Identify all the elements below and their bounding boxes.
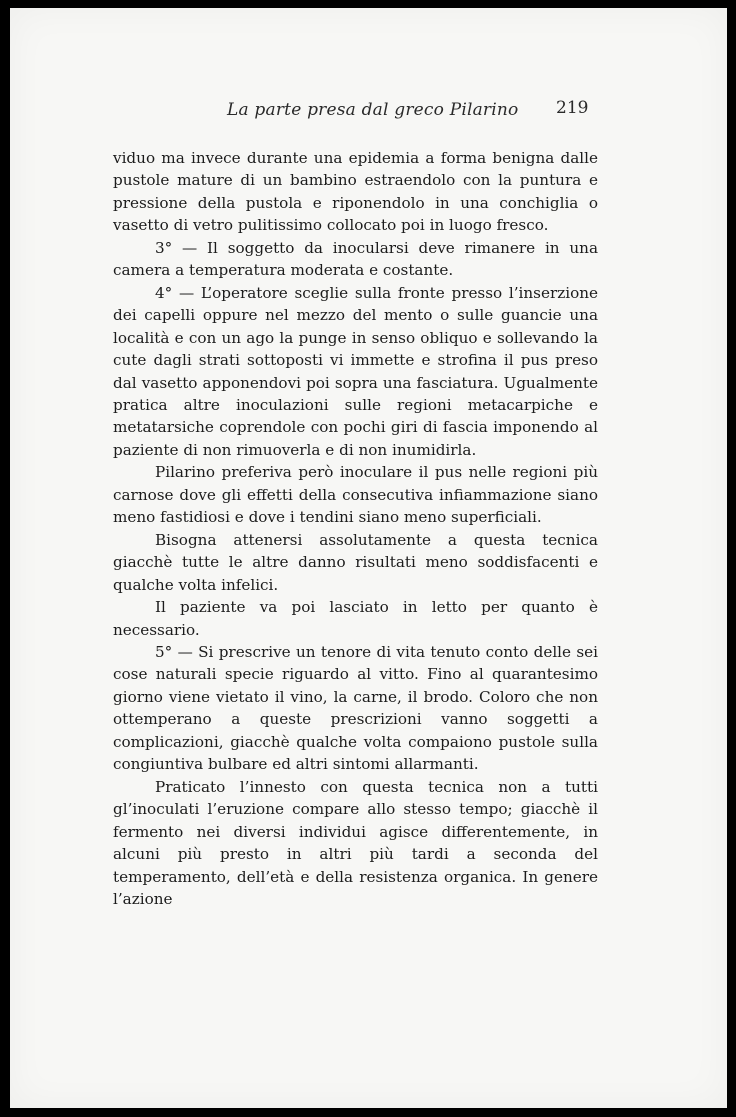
paragraph-technique: Bisogna attenersi assolutamente a questa tecnica giacchè tutte le altre danno risultati meno soddisfacenti e qualche volta infelici. [113,530,598,594]
paragraph-bed-rest: Il paziente va poi lasciato in letto per quanto è necessario. [113,598,598,639]
running-title: La parte presa dal greco Pilarino [227,100,519,120]
paragraph-step-4: 4° — L’operatore sceglie sulla fronte presso l’inserzione dei capelli oppure nel mezzo del mento o sulle guancie una località e con un ago la punge in senso obliquo e sollevando la cute dagli strati sottoposti vi immette e strofina il pus preso dal vasetto apponendovi poi sopra una fasciatura. Ugualmente pratica altre inoculazioni sulle regioni metacarpiche e metatarsiche coprendole con pochi giri di fascia imponendo al paziente di non rimuoverla e di non inumidirla. [113,283,598,459]
book-page [10,8,727,1108]
page-header [10,94,727,124]
paragraph-continuation: viduo ma invece durante una epidemia a forma benigna dalle pustole mature di un bambino estraendolo con la puntura e pressione della pustola e riponendolo in una conchiglia o vasetto di vetro pulitissimo collocato poi in luogo fresco. [113,149,598,235]
paragraph-step-3: 3° — Il soggetto da inocularsi deve rimanere in una camera a temperatura moderata e costante. [113,238,598,280]
paragraph-step-5: 5° — Si prescrive un tenore di vita tenuto conto delle sei cose naturali specie riguardo al vitto. Fino al quarantesimo giorno viene vietato il vino, la carne, il brodo. Coloro che non ottemperano a queste prescrizioni vanno soggetti a complicazioni, giacchè qualche volta compaiono pustole sulla congiuntiva bulbare ed altri sintomi allarmanti. [113,642,598,774]
page-number: 219 [556,98,589,118]
paragraph-pilarino: Pilarino preferiva però inoculare il pus nelle regioni più carnose dove gli effetti della consecutiva infiammazione siano meno fastidiosi e dove i tendini siano meno superficiali. [113,463,598,527]
paragraph-eruption: Praticato l’innesto con questa tecnica non a tutti gl’inoculati l’eruzione compare allo stesso tempo; giacchè il fermento nei diversi individui agisce differentemente, in alcuni più presto in altri più tardi a seconda del temperamento, dell’età e della resistenza organica. In genere l’azione [113,777,598,908]
body-text [113,147,598,910]
